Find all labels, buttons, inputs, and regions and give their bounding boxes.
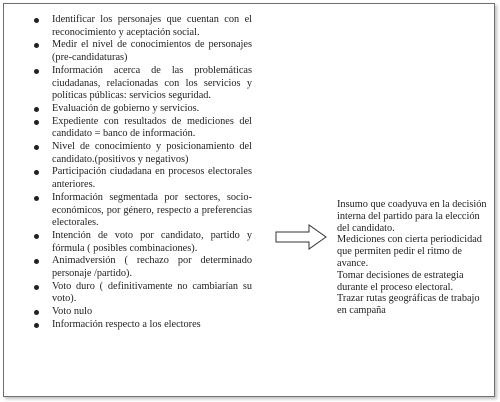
result-text [337, 199, 487, 317]
list-item [30, 306, 252, 319]
bullet-icon [34, 170, 39, 175]
bullet-icon [34, 69, 39, 74]
list-item-text: Identificar los personajes que cuentan con el reconocimiento y aceptación social. [52, 14, 252, 38]
list-item [30, 255, 252, 280]
right-arrow-icon [275, 224, 327, 250]
result-line: Trazar rutas geográficas de trabajo en campaña [337, 293, 480, 317]
list-item [30, 192, 252, 230]
bullet-icon [34, 285, 39, 290]
list-item-text: Voto nulo [52, 306, 93, 318]
bullet-icon [34, 323, 39, 328]
bullet-icon [34, 310, 39, 315]
bullet-icon [34, 43, 39, 48]
list-item [30, 39, 252, 64]
bullet-icon [34, 120, 39, 125]
bullet-icon [34, 107, 39, 112]
list-item [30, 65, 252, 103]
list-item [30, 319, 252, 332]
bullet-icon [34, 145, 39, 150]
result-line: Insumo que coadyuva en la decisión interna del partido para la elección del candidato. [337, 199, 487, 234]
list-item [30, 166, 252, 191]
list-item-text: Información acerca de las problemáticas ciudadanas, relacionadas con los servicios y políticas públicas: servicios seguridad. [52, 64, 252, 102]
result-line: Tomar decisiones de estrategia durante el proceso electoral. [337, 269, 464, 293]
list-item [30, 230, 252, 255]
list-item-text: Intención de voto por candidato, partido y fórmula ( posibles combinaciones). [52, 229, 252, 254]
bullet-icon [34, 234, 39, 239]
result-line: Mediciones con cierta periodicidad que permiten pedir el ritmo de avance. [337, 234, 482, 269]
list-item-text: Nivel de conocimiento y posicionamiento del candidato.(positivos y negativos) [52, 141, 252, 165]
list-item [30, 141, 252, 166]
list-item-text: Animadversión ( rechazo por determinado personaje /partido). [52, 255, 252, 280]
list-item-text: Evaluación de gobierno y servicios. [52, 102, 200, 114]
list-item-text: Voto duro ( definitivamente no cambiarían su voto). [52, 280, 252, 305]
list-item-text: Información respecto a los electores [52, 318, 201, 330]
list-item-text: Expediente con resultados de mediciones del candidato = banco de información. [52, 115, 252, 140]
diagram-frame [3, 3, 495, 397]
list-item [30, 281, 252, 306]
bullet-icon [34, 18, 39, 23]
list-item-text: Información segmentada por sectores, socio-económicos, por género, respecto a preferencias electorales. [52, 191, 252, 229]
list-item [30, 116, 252, 141]
criteria-list [30, 14, 252, 332]
list-item [30, 103, 252, 116]
bullet-icon [34, 259, 39, 264]
list-item-text: Medir el nivel de conocimientos de personajes (pre-candidaturas) [52, 39, 252, 64]
list-item [30, 14, 252, 39]
list-item-text: Participación ciudadana en procesos electorales anteriores. [52, 166, 252, 191]
bullet-icon [34, 196, 39, 201]
